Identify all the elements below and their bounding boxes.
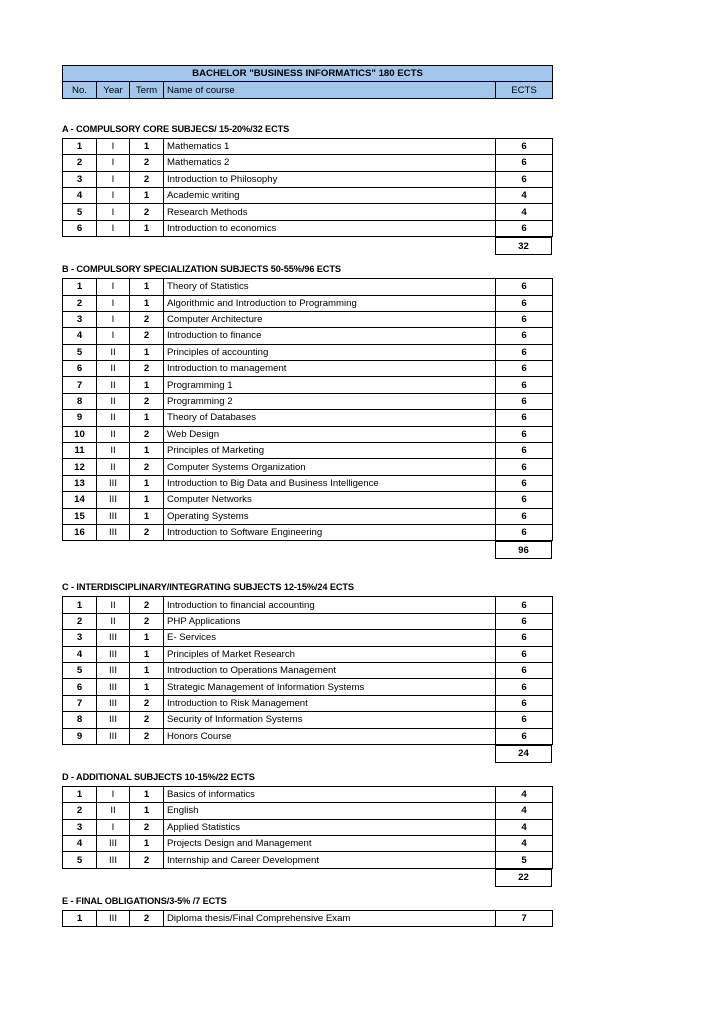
course-name: Computer Systems Organization	[164, 459, 496, 475]
course-term: 1	[130, 630, 164, 646]
course-row	[63, 171, 553, 187]
section-table	[62, 596, 553, 745]
course-year: II	[97, 443, 130, 459]
course-name: Introduction to finance	[164, 328, 496, 344]
course-name: Theory of Databases	[164, 410, 496, 426]
col-header-term: Term	[130, 82, 164, 98]
course-year: III	[97, 646, 130, 662]
course-term: 2	[130, 524, 164, 540]
course-ects: 6	[496, 662, 553, 678]
program-title: BACHELOR "BUSINESS INFORMATICS" 180 ECTS	[63, 66, 553, 82]
course-year: III	[97, 508, 130, 524]
course-row	[63, 679, 553, 695]
course-ects: 6	[496, 311, 553, 327]
course-no: 3	[63, 311, 97, 327]
header-table	[62, 65, 553, 99]
course-term: 1	[130, 679, 164, 695]
course-row	[63, 426, 553, 442]
course-name: Honors Course	[164, 728, 496, 744]
course-name: Programming 1	[164, 377, 496, 393]
course-name: Theory of Statistics	[164, 279, 496, 295]
course-no: 9	[63, 728, 97, 744]
course-ects: 4	[496, 786, 553, 802]
course-no: 14	[63, 492, 97, 508]
course-row	[63, 344, 553, 360]
course-no: 7	[63, 695, 97, 711]
course-row	[63, 803, 553, 819]
course-name: Principles of Market Research	[164, 646, 496, 662]
col-header-year: Year	[97, 82, 130, 98]
course-no: 3	[63, 171, 97, 187]
course-year: I	[97, 295, 130, 311]
section-heading: E - FINAL OBLIGATIONS/3-5% /7 ECTS	[62, 895, 227, 906]
course-ects: 6	[496, 597, 553, 613]
course-ects: 6	[496, 279, 553, 295]
course-name: Security of Information Systems	[164, 712, 496, 728]
course-row	[63, 597, 553, 613]
course-ects: 6	[496, 475, 553, 491]
course-row	[63, 220, 553, 236]
course-year: III	[97, 679, 130, 695]
course-name: Academic writing	[164, 187, 496, 203]
course-row	[63, 410, 553, 426]
course-name: Algorithmic and Introduction to Programming	[164, 295, 496, 311]
course-term: 1	[130, 410, 164, 426]
course-year: III	[97, 852, 130, 868]
course-year: I	[97, 204, 130, 220]
course-row	[63, 393, 553, 409]
course-no: 10	[63, 426, 97, 442]
course-year: I	[97, 155, 130, 171]
course-row	[63, 443, 553, 459]
course-row	[63, 328, 553, 344]
curriculum-document	[62, 65, 552, 927]
course-row	[63, 459, 553, 475]
course-year: I	[97, 786, 130, 802]
course-term: 2	[130, 728, 164, 744]
course-name: Research Methods	[164, 204, 496, 220]
course-row	[63, 728, 553, 744]
col-header-no: No.	[63, 82, 97, 98]
course-no: 1	[63, 597, 97, 613]
course-year: II	[97, 393, 130, 409]
course-term: 2	[130, 361, 164, 377]
course-year: II	[97, 344, 130, 360]
course-term: 1	[130, 786, 164, 802]
course-ects: 4	[496, 836, 553, 852]
course-ects: 6	[496, 361, 553, 377]
course-no: 3	[63, 819, 97, 835]
course-year: I	[97, 328, 130, 344]
course-term: 1	[130, 508, 164, 524]
course-year: III	[97, 712, 130, 728]
course-ects: 6	[496, 410, 553, 426]
course-name: Web Design	[164, 426, 496, 442]
course-no: 16	[63, 524, 97, 540]
course-ects: 6	[496, 295, 553, 311]
column-header-row	[63, 82, 553, 98]
course-ects: 6	[496, 679, 553, 695]
course-ects: 6	[496, 728, 553, 744]
course-year: III	[97, 910, 130, 926]
course-no: 6	[63, 361, 97, 377]
col-header-name: Name of course	[164, 82, 496, 98]
course-term: 1	[130, 138, 164, 154]
course-year: II	[97, 459, 130, 475]
course-name: Principles of Marketing	[164, 443, 496, 459]
course-name: Introduction to Software Engineering	[164, 524, 496, 540]
course-term: 1	[130, 377, 164, 393]
course-no: 4	[63, 646, 97, 662]
course-ects: 6	[496, 155, 553, 171]
section-total-table	[495, 237, 552, 255]
course-no: 1	[63, 786, 97, 802]
col-header-ects: ECTS	[496, 82, 553, 98]
course-ects: 6	[496, 328, 553, 344]
course-ects: 6	[496, 695, 553, 711]
course-no: 1	[63, 279, 97, 295]
course-no: 12	[63, 459, 97, 475]
course-term: 1	[130, 187, 164, 203]
section-total-ects: 32	[496, 238, 552, 255]
course-no: 11	[63, 443, 97, 459]
course-no: 9	[63, 410, 97, 426]
course-name: Mathematics 2	[164, 155, 496, 171]
course-ects: 6	[496, 613, 553, 629]
course-no: 8	[63, 712, 97, 728]
course-ects: 6	[496, 646, 553, 662]
course-row	[63, 852, 553, 868]
course-year: III	[97, 475, 130, 491]
course-ects: 6	[496, 712, 553, 728]
course-ects: 6	[496, 220, 553, 236]
course-ects: 4	[496, 204, 553, 220]
course-row	[63, 187, 553, 203]
course-ects: 6	[496, 492, 553, 508]
course-name: Operating Systems	[164, 508, 496, 524]
course-term: 1	[130, 836, 164, 852]
course-ects: 6	[496, 393, 553, 409]
course-no: 2	[63, 295, 97, 311]
course-ects: 6	[496, 377, 553, 393]
course-ects: 6	[496, 508, 553, 524]
course-no: 5	[63, 344, 97, 360]
section-heading: A - COMPULSORY CORE SUBJECS/ 15-20%/32 ECTS	[62, 123, 290, 134]
course-year: III	[97, 836, 130, 852]
course-term: 2	[130, 171, 164, 187]
course-no: 5	[63, 852, 97, 868]
course-name: Applied Statistics	[164, 819, 496, 835]
course-ects: 6	[496, 344, 553, 360]
course-year: I	[97, 187, 130, 203]
course-term: 2	[130, 712, 164, 728]
section-table	[62, 138, 553, 237]
course-ects: 6	[496, 426, 553, 442]
course-no: 2	[63, 613, 97, 629]
course-term: 1	[130, 279, 164, 295]
course-year: III	[97, 630, 130, 646]
section-total-table	[495, 541, 552, 559]
course-no: 4	[63, 836, 97, 852]
course-term: 1	[130, 295, 164, 311]
course-row	[63, 786, 553, 802]
course-term: 2	[130, 819, 164, 835]
course-year: II	[97, 410, 130, 426]
course-name: Introduction to Operations Management	[164, 662, 496, 678]
course-term: 2	[130, 328, 164, 344]
course-no: 2	[63, 803, 97, 819]
course-name: Principles of accounting	[164, 344, 496, 360]
course-year: II	[97, 426, 130, 442]
course-year: III	[97, 492, 130, 508]
course-term: 1	[130, 662, 164, 678]
course-no: 2	[63, 155, 97, 171]
course-no: 6	[63, 679, 97, 695]
course-no: 4	[63, 328, 97, 344]
course-no: 1	[63, 910, 97, 926]
course-name: Computer Networks	[164, 492, 496, 508]
course-term: 2	[130, 695, 164, 711]
course-name: E- Services	[164, 630, 496, 646]
course-row	[63, 695, 553, 711]
course-name: Introduction to Philosophy	[164, 171, 496, 187]
course-name: Strategic Management of Information Systems	[164, 679, 496, 695]
course-year: II	[97, 361, 130, 377]
sections-container	[62, 99, 552, 927]
course-ects: 4	[496, 803, 553, 819]
course-term: 1	[130, 344, 164, 360]
course-year: I	[97, 171, 130, 187]
course-ects: 6	[496, 630, 553, 646]
course-row	[63, 712, 553, 728]
course-year: III	[97, 728, 130, 744]
course-row	[63, 155, 553, 171]
course-year: III	[97, 524, 130, 540]
course-ects: 6	[496, 443, 553, 459]
course-year: I	[97, 138, 130, 154]
course-term: 1	[130, 220, 164, 236]
course-year: III	[97, 695, 130, 711]
course-ects: 4	[496, 187, 553, 203]
course-ects: 6	[496, 459, 553, 475]
course-term: 2	[130, 155, 164, 171]
course-no: 7	[63, 377, 97, 393]
course-term: 2	[130, 613, 164, 629]
section-total-ects: 24	[496, 745, 552, 762]
section-total-table	[495, 869, 552, 887]
course-name: Diploma thesis/Final Comprehensive Exam	[164, 910, 496, 926]
course-term: 2	[130, 311, 164, 327]
course-term: 2	[130, 204, 164, 220]
course-name: Introduction to economics	[164, 220, 496, 236]
section-total-table	[495, 745, 552, 763]
course-term: 1	[130, 492, 164, 508]
course-row	[63, 475, 553, 491]
course-name: Programming 2	[164, 393, 496, 409]
course-no: 5	[63, 662, 97, 678]
course-row	[63, 910, 553, 926]
course-name: Projects Design and Management	[164, 836, 496, 852]
course-row	[63, 836, 553, 852]
course-row	[63, 295, 553, 311]
course-term: 1	[130, 803, 164, 819]
course-no: 4	[63, 187, 97, 203]
course-row	[63, 613, 553, 629]
course-name: PHP Applications	[164, 613, 496, 629]
course-row	[63, 361, 553, 377]
section-heading: B - COMPULSORY SPECIALIZATION SUBJECTS 50-55%/96 ECTS	[62, 264, 341, 275]
course-name: Basics of informatics	[164, 786, 496, 802]
course-ects: 6	[496, 524, 553, 540]
course-ects: 4	[496, 819, 553, 835]
course-term: 1	[130, 443, 164, 459]
course-year: II	[97, 597, 130, 613]
section-table	[62, 278, 553, 541]
course-no: 3	[63, 630, 97, 646]
title-row	[63, 66, 553, 82]
course-row	[63, 508, 553, 524]
course-ects: 5	[496, 852, 553, 868]
course-row	[63, 662, 553, 678]
course-year: I	[97, 279, 130, 295]
course-year: II	[97, 803, 130, 819]
course-row	[63, 492, 553, 508]
course-row	[63, 138, 553, 154]
course-name: Introduction to Risk Management	[164, 695, 496, 711]
course-name: English	[164, 803, 496, 819]
course-year: I	[97, 819, 130, 835]
section-total-ects: 96	[496, 542, 552, 559]
course-no: 6	[63, 220, 97, 236]
course-year: I	[97, 311, 130, 327]
course-term: 2	[130, 393, 164, 409]
course-ects: 7	[496, 910, 553, 926]
course-term: 2	[130, 852, 164, 868]
course-no: 5	[63, 204, 97, 220]
course-no: 8	[63, 393, 97, 409]
course-name: Computer Architecture	[164, 311, 496, 327]
section-heading: D - ADDITIONAL SUBJECTS 10-15%/22 ECTS	[62, 771, 255, 782]
section-heading: C - INTERDISCIPLINARY/INTEGRATING SUBJECTS 12-15%/24 ECTS	[62, 582, 354, 593]
course-no: 1	[63, 138, 97, 154]
course-year: III	[97, 662, 130, 678]
course-row	[63, 377, 553, 393]
course-term: 2	[130, 459, 164, 475]
course-name: Introduction to Big Data and Business Intelligence	[164, 475, 496, 491]
course-row	[63, 204, 553, 220]
course-no: 13	[63, 475, 97, 491]
course-row	[63, 819, 553, 835]
course-name: Mathematics 1	[164, 138, 496, 154]
course-name: Introduction to management	[164, 361, 496, 377]
section-table	[62, 786, 553, 869]
course-name: Introduction to financial accounting	[164, 597, 496, 613]
course-term: 2	[130, 910, 164, 926]
course-row	[63, 311, 553, 327]
course-year: I	[97, 220, 130, 236]
course-year: II	[97, 377, 130, 393]
course-ects: 6	[496, 171, 553, 187]
course-term: 1	[130, 646, 164, 662]
course-term: 2	[130, 597, 164, 613]
course-ects: 6	[496, 138, 553, 154]
course-name: Internship and Career Development	[164, 852, 496, 868]
course-term: 2	[130, 426, 164, 442]
course-term: 1	[130, 475, 164, 491]
course-row	[63, 524, 553, 540]
course-row	[63, 646, 553, 662]
section-table	[62, 910, 553, 927]
section-total-ects: 22	[496, 869, 552, 886]
course-year: II	[97, 613, 130, 629]
course-row	[63, 279, 553, 295]
course-no: 15	[63, 508, 97, 524]
course-row	[63, 630, 553, 646]
